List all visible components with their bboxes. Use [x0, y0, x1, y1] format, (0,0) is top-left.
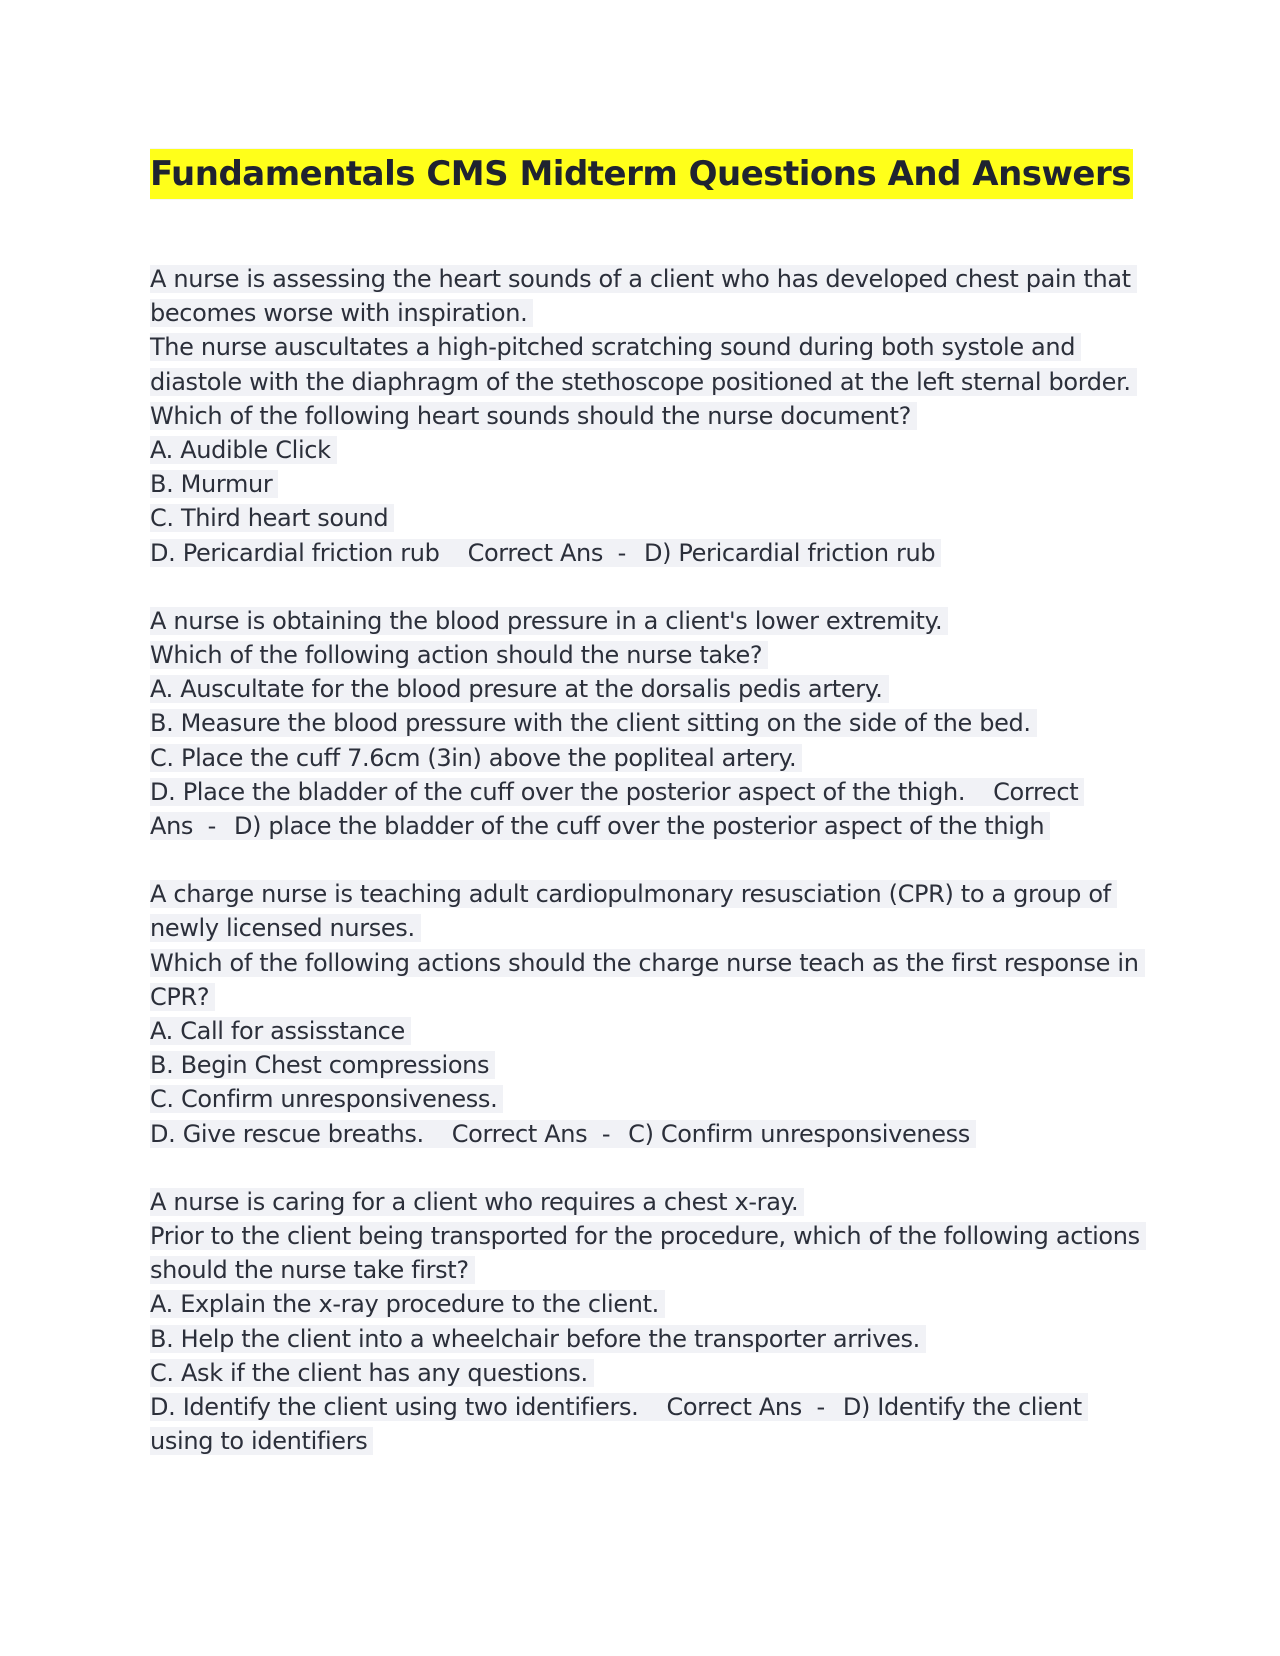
question-prompt: Prior to the client being transported for the procedure, which of the following actions should the nurse take first?	[150, 1219, 1140, 1287]
correct-answer: C) Confirm unresponsiveness	[628, 1119, 970, 1148]
correct-ans-label: Correct Ans	[666, 1393, 802, 1422]
question-4	[150, 1185, 1140, 1459]
answer-option: B. Murmur	[150, 467, 1140, 501]
question-stem: A charge nurse is teaching adult cardiopulmonary resusciation (CPR) to a group of newly licensed nurses.	[150, 877, 1140, 945]
answer-option: C. Confirm unresponsiveness.	[150, 1082, 1140, 1116]
document-title: Fundamentals CMS Midterm Questions And Answers	[150, 149, 1133, 199]
question-stem: The nurse auscultates a high-pitched scratching sound during both systole and diastole with the diaphragm of the stethoscope positioned at the left sternal border.	[150, 330, 1140, 398]
answer-option: A. Audible Click	[150, 433, 1140, 467]
answer-option: D. Identify the client using two identifiers.	[150, 1393, 639, 1422]
correct-answer: D) place the bladder of the cuff over the posterior aspect of the thigh	[233, 812, 1045, 841]
correct-ans-dash: -	[207, 812, 216, 841]
document-page	[150, 148, 1140, 1493]
answer-option: D. Give rescue breaths.	[150, 1119, 424, 1148]
correct-ans-label: Correct Ans	[451, 1119, 588, 1148]
question-2	[150, 604, 1140, 843]
answer-option: B. Measure the blood pressure with the client sitting on the side of the bed.	[150, 706, 1140, 740]
correct-ans-dash: -	[601, 1119, 611, 1148]
answer-option: A. Auscultate for the blood presure at the dorsalis pedis artery.	[150, 672, 1140, 706]
question-3	[150, 877, 1140, 1151]
question-prompt: Which of the following actions should the charge nurse teach as the first response in CPR?	[150, 946, 1140, 1014]
answer-option-with-key	[150, 775, 1140, 843]
answer-option-with-key	[150, 1117, 1140, 1151]
question-stem: A nurse is assessing the heart sounds of a client who has developed chest pain that becomes worse with inspiration.	[150, 262, 1140, 330]
correct-ans-label: Correct Ans	[467, 538, 604, 567]
correct-ans-dash: -	[617, 538, 626, 567]
answer-option: C. Place the cuff 7.6cm (3in) above the popliteal artery.	[150, 741, 1140, 775]
question-stem: A nurse is caring for a client who requires a chest x-ray.	[150, 1185, 1140, 1219]
answer-option: D. Pericardial friction rub	[150, 538, 440, 567]
question-prompt: Which of the following action should the nurse take?	[150, 638, 1140, 672]
question-stem: A nurse is obtaining the blood pressure in a client's lower extremity.	[150, 604, 1140, 638]
correct-ans-label: Correct Ans	[150, 777, 1079, 841]
answer-option: B. Begin Chest compressions	[150, 1048, 1140, 1082]
correct-ans-dash: -	[816, 1393, 825, 1422]
question-prompt: Which of the following heart sounds should the nurse document?	[150, 399, 1140, 433]
question-1	[150, 262, 1140, 570]
answer-option: C. Ask if the client has any questions.	[150, 1356, 1140, 1390]
answer-option: C. Third heart sound	[150, 501, 1140, 535]
answer-option: D. Place the bladder of the cuff over the posterior aspect of the thigh.	[150, 777, 966, 806]
answer-option: B. Help the client into a wheelchair before the transporter arrives.	[150, 1322, 1140, 1356]
answer-option: A. Call for assisstance	[150, 1014, 1140, 1048]
correct-answer: D) Identify the client using to identifiers	[150, 1393, 1082, 1456]
answer-option-with-key	[150, 536, 1140, 570]
correct-answer: D) Pericardial friction rub	[643, 538, 936, 567]
title-row	[150, 148, 1130, 200]
answer-option-with-key	[150, 1390, 1140, 1458]
answer-option: A. Explain the x-ray procedure to the client.	[150, 1287, 1140, 1321]
question-list	[150, 262, 1140, 1459]
